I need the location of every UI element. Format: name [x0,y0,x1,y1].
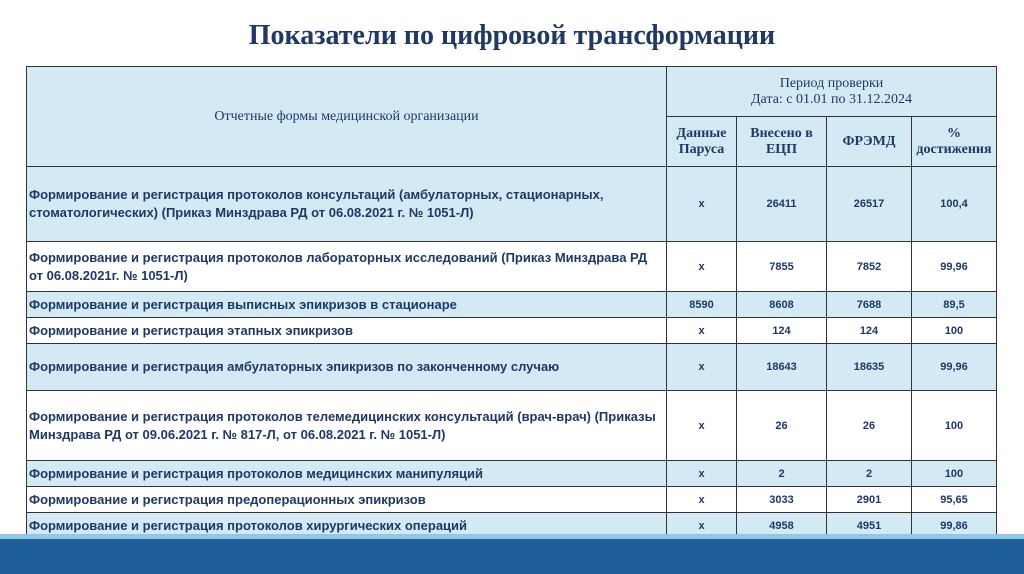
cell-parus: x [667,391,737,461]
cell-percent: 100 [912,391,997,461]
cell-ecp: 26411 [737,167,827,242]
table-row [27,242,997,292]
cell-percent: 99,86 [912,513,997,539]
cell-ecp: 18643 [737,344,827,391]
cell-fremd: 2901 [827,487,912,513]
cell-parus: x [667,344,737,391]
indicators-table [26,66,997,539]
cell-percent: 95,65 [912,487,997,513]
cell-parus: x [667,242,737,292]
cell-parus: x [667,167,737,242]
cell-ecp: 26 [737,391,827,461]
cell-fremd: 26 [827,391,912,461]
cell-percent: 100 [912,461,997,487]
table-row [27,487,997,513]
cell-fremd: 18635 [827,344,912,391]
cell-fremd: 2 [827,461,912,487]
header-parus: Данные Паруса [667,117,737,167]
cell-fremd: 7688 [827,292,912,318]
header-row [27,67,997,117]
row-name: Формирование и регистрация протоколов медицинских манипуляций [27,461,667,487]
row-name: Формирование и регистрация протоколов консультаций (амбулаторных, стационарных, стоматологических) (Приказ Минздрава РД от 06.08.2021 г. № 1051-Л) [27,167,667,242]
cell-parus: x [667,461,737,487]
row-name: Формирование и регистрация амбулаторных эпикризов по законченному случаю [27,344,667,391]
header-ecp: Внесено в ЕЦП [737,117,827,167]
cell-ecp: 7855 [737,242,827,292]
cell-ecp: 3033 [737,487,827,513]
row-name: Формирование и регистрация предоперационных эпикризов [27,487,667,513]
cell-ecp: 4958 [737,513,827,539]
table-row [27,461,997,487]
cell-fremd: 124 [827,318,912,344]
header-percent: % достижения [912,117,997,167]
row-name: Формирование и регистрация протоколов телемедицинских консультаций (врач-врач) (Приказы Минздрава РД от 09.06.2021 г. № 817-Л, от 06.08.2021 г. № 1051-Л) [27,391,667,461]
cell-percent: 100 [912,318,997,344]
header-fremd: ФРЭМД [827,117,912,167]
cell-parus: x [667,318,737,344]
cell-percent: 89,5 [912,292,997,318]
header-period [667,67,997,117]
cell-fremd: 7852 [827,242,912,292]
cell-ecp: 8608 [737,292,827,318]
table-row [27,391,997,461]
row-name: Формирование и регистрация протоколов хирургических операций [27,513,667,539]
cell-parus: x [667,513,737,539]
cell-fremd: 26517 [827,167,912,242]
cell-parus: 8590 [667,292,737,318]
cell-ecp: 124 [737,318,827,344]
page-title: Показатели по цифровой трансформации [248,20,776,51]
table-row [27,167,997,242]
cell-parus: x [667,487,737,513]
header-forms: Отчетные формы медицинской организации [27,67,667,167]
table-row [27,318,997,344]
row-name: Формирование и регистрация выписных эпикризов в стационаре [27,292,667,318]
table-row [27,292,997,318]
cell-percent: 99,96 [912,344,997,391]
table-row [27,344,997,391]
row-name: Формирование и регистрация протоколов лабораторных исследований (Приказ Минздрава РД от 06.08.2021г. № 1051-Л) [27,242,667,292]
footer-band [0,539,1024,574]
period-line-2: Дата: с 01.01 по 31.12.2024 [751,91,912,107]
cell-percent: 99,96 [912,242,997,292]
cell-percent: 100,4 [912,167,997,242]
period-line-1: Период проверки [779,75,884,91]
row-name: Формирование и регистрация этапных эпикризов [27,318,667,344]
cell-ecp: 2 [737,461,827,487]
cell-fremd: 4951 [827,513,912,539]
